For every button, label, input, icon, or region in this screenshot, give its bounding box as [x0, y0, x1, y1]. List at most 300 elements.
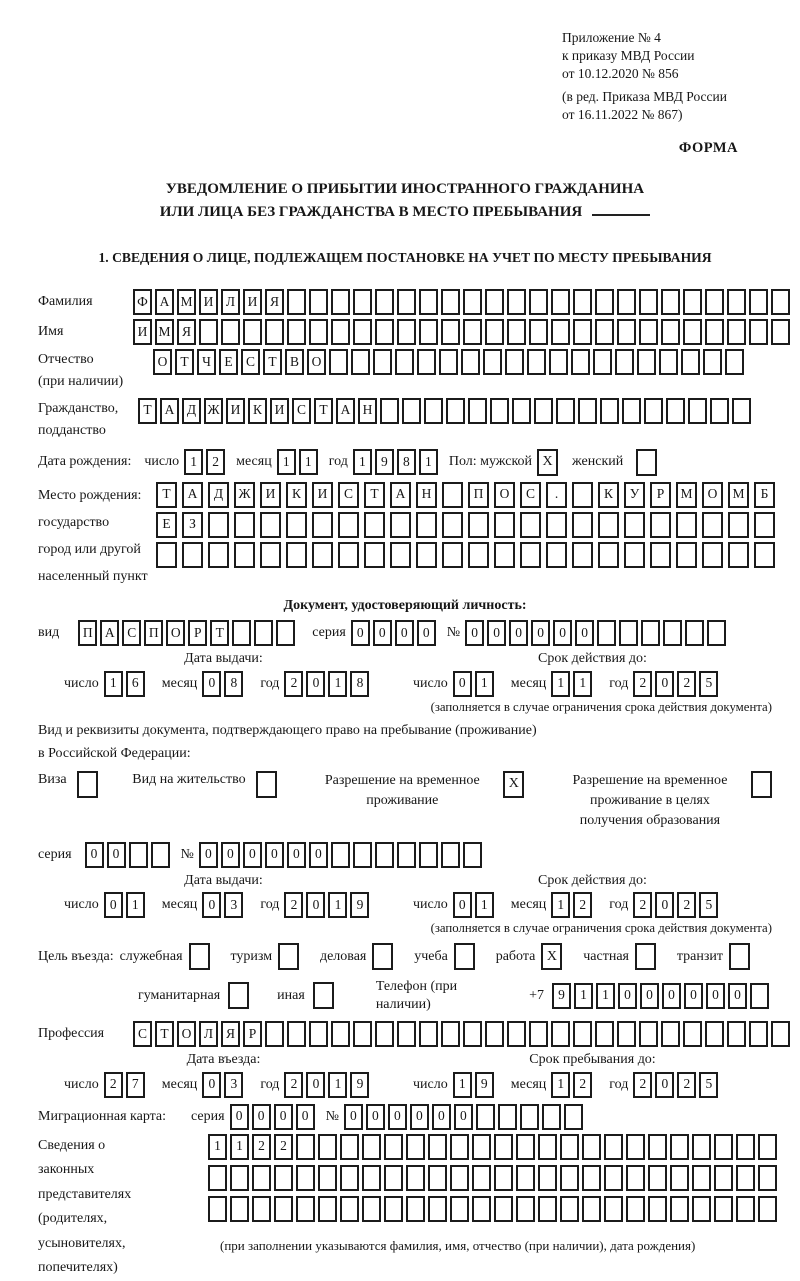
char-box[interactable]	[428, 1196, 447, 1222]
char-box[interactable]: Я	[177, 319, 196, 345]
char-box[interactable]	[556, 398, 575, 424]
purpose-work-checkbox[interactable]: X	[541, 943, 562, 970]
stay-until-day-boxes[interactable]	[453, 1072, 497, 1098]
char-box[interactable]: 0	[373, 620, 392, 646]
char-box[interactable]: 0	[85, 842, 104, 868]
char-box[interactable]	[254, 620, 273, 646]
char-box[interactable]	[428, 1165, 447, 1191]
char-box[interactable]	[572, 542, 593, 568]
char-box[interactable]	[582, 1134, 601, 1160]
char-box[interactable]: 8	[224, 671, 243, 697]
char-box[interactable]: 3	[224, 1072, 243, 1098]
char-box[interactable]	[529, 1021, 548, 1047]
char-box[interactable]	[230, 1196, 249, 1222]
char-box[interactable]: Ж	[204, 398, 223, 424]
char-box[interactable]	[597, 620, 616, 646]
char-box[interactable]	[771, 289, 790, 315]
char-box[interactable]	[230, 1165, 249, 1191]
identity-doc-kind-boxes[interactable]	[78, 620, 298, 646]
char-box[interactable]	[234, 542, 255, 568]
purpose-private-checkbox[interactable]	[635, 943, 656, 970]
char-box[interactable]	[754, 542, 775, 568]
char-box[interactable]: 0	[344, 1104, 363, 1130]
surname-boxes[interactable]	[133, 289, 793, 315]
char-box[interactable]: 9	[475, 1072, 494, 1098]
char-box[interactable]	[572, 482, 593, 508]
char-box[interactable]: 0	[306, 892, 325, 918]
char-box[interactable]: .	[546, 482, 567, 508]
char-box[interactable]: 0	[553, 620, 572, 646]
stay-doc-number-boxes[interactable]	[199, 842, 485, 868]
char-box[interactable]: 9	[375, 449, 394, 475]
char-box[interactable]	[573, 289, 592, 315]
char-box[interactable]	[416, 512, 437, 538]
char-box[interactable]	[483, 349, 502, 375]
char-box[interactable]: 2	[633, 671, 652, 697]
char-box[interactable]	[260, 512, 281, 538]
char-box[interactable]	[441, 1021, 460, 1047]
char-box[interactable]: Е	[156, 512, 177, 538]
char-box[interactable]	[648, 1165, 667, 1191]
char-box[interactable]: 7	[126, 1072, 145, 1098]
char-box[interactable]	[728, 542, 749, 568]
char-box[interactable]: 1	[104, 671, 123, 697]
char-box[interactable]: Ф	[133, 289, 152, 315]
char-box[interactable]: 0	[202, 892, 221, 918]
char-box[interactable]	[595, 319, 614, 345]
char-box[interactable]	[331, 1021, 350, 1047]
char-box[interactable]: П	[468, 482, 489, 508]
char-box[interactable]	[626, 1134, 645, 1160]
char-box[interactable]	[639, 319, 658, 345]
char-box[interactable]	[494, 1134, 513, 1160]
char-box[interactable]: П	[144, 620, 163, 646]
char-box[interactable]: Я	[265, 289, 284, 315]
char-box[interactable]	[516, 1196, 535, 1222]
char-box[interactable]	[232, 620, 251, 646]
identity-issue-month-boxes[interactable]	[202, 671, 246, 697]
char-box[interactable]: К	[598, 482, 619, 508]
char-box[interactable]	[685, 620, 704, 646]
char-box[interactable]: М	[155, 319, 174, 345]
char-box[interactable]	[274, 1165, 293, 1191]
char-box[interactable]	[441, 289, 460, 315]
char-box[interactable]	[463, 1021, 482, 1047]
char-box[interactable]	[402, 398, 421, 424]
char-box[interactable]	[749, 319, 768, 345]
char-box[interactable]	[351, 349, 370, 375]
char-box[interactable]	[736, 1165, 755, 1191]
char-box[interactable]	[318, 1196, 337, 1222]
stay-until-month-boxes[interactable]	[551, 1072, 595, 1098]
char-box[interactable]	[626, 1165, 645, 1191]
char-box[interactable]: С	[520, 482, 541, 508]
char-box[interactable]: 0	[252, 1104, 271, 1130]
char-box[interactable]	[287, 1021, 306, 1047]
char-box[interactable]: 0	[417, 620, 436, 646]
char-box[interactable]	[494, 512, 515, 538]
char-box[interactable]	[296, 1134, 315, 1160]
char-box[interactable]: Т	[314, 398, 333, 424]
char-box[interactable]: 2	[284, 671, 303, 697]
char-box[interactable]: А	[390, 482, 411, 508]
char-box[interactable]	[714, 1134, 733, 1160]
char-box[interactable]	[641, 620, 660, 646]
representatives-boxes-row1[interactable]	[208, 1134, 780, 1160]
char-box[interactable]	[549, 349, 568, 375]
char-box[interactable]	[639, 1021, 658, 1047]
char-box[interactable]: И	[243, 289, 262, 315]
birth-place-boxes-row1[interactable]	[156, 482, 780, 508]
char-box[interactable]	[338, 512, 359, 538]
char-box[interactable]: 0	[351, 620, 370, 646]
char-box[interactable]: М	[728, 482, 749, 508]
char-box[interactable]	[520, 1104, 539, 1130]
char-box[interactable]: 0	[706, 983, 725, 1009]
char-box[interactable]: Р	[243, 1021, 262, 1047]
char-box[interactable]: 0	[453, 892, 472, 918]
char-box[interactable]: 0	[395, 620, 414, 646]
char-box[interactable]: Ж	[234, 482, 255, 508]
char-box[interactable]	[476, 1104, 495, 1130]
char-box[interactable]	[417, 349, 436, 375]
char-box[interactable]: 0	[662, 983, 681, 1009]
char-box[interactable]	[670, 1134, 689, 1160]
char-box[interactable]: 0	[432, 1104, 451, 1130]
char-box[interactable]	[208, 1165, 227, 1191]
char-box[interactable]: Т	[364, 482, 385, 508]
char-box[interactable]: 0	[575, 620, 594, 646]
char-box[interactable]	[406, 1196, 425, 1222]
char-box[interactable]	[617, 289, 636, 315]
char-box[interactable]	[428, 1134, 447, 1160]
char-box[interactable]: 2	[274, 1134, 293, 1160]
char-box[interactable]	[485, 319, 504, 345]
char-box[interactable]	[362, 1165, 381, 1191]
birth-place-boxes-row2[interactable]	[156, 512, 780, 538]
char-box[interactable]: 9	[350, 892, 369, 918]
char-box[interactable]	[362, 1196, 381, 1222]
char-box[interactable]: Д	[182, 398, 201, 424]
char-box[interactable]: 0	[531, 620, 550, 646]
char-box[interactable]: С	[241, 349, 260, 375]
char-box[interactable]	[573, 319, 592, 345]
char-box[interactable]	[683, 319, 702, 345]
migration-number-boxes[interactable]	[344, 1104, 586, 1130]
char-box[interactable]: 1	[230, 1134, 249, 1160]
char-box[interactable]: И	[312, 482, 333, 508]
char-box[interactable]	[676, 542, 697, 568]
char-box[interactable]	[650, 512, 671, 538]
char-box[interactable]	[619, 620, 638, 646]
char-box[interactable]	[419, 319, 438, 345]
char-box[interactable]	[750, 983, 769, 1009]
char-box[interactable]	[754, 512, 775, 538]
char-box[interactable]	[375, 842, 394, 868]
char-box[interactable]	[582, 1165, 601, 1191]
char-box[interactable]	[494, 542, 515, 568]
char-box[interactable]	[648, 1196, 667, 1222]
char-box[interactable]	[265, 1021, 284, 1047]
char-box[interactable]	[703, 349, 722, 375]
given-name-boxes[interactable]	[133, 319, 793, 345]
birth-month-boxes[interactable]	[277, 449, 321, 475]
representatives-boxes-row2[interactable]	[208, 1165, 780, 1191]
char-box[interactable]: И	[226, 398, 245, 424]
char-box[interactable]	[661, 319, 680, 345]
char-box[interactable]	[538, 1196, 557, 1222]
char-box[interactable]: И	[199, 289, 218, 315]
char-box[interactable]: 1	[573, 671, 592, 697]
char-box[interactable]: 0	[366, 1104, 385, 1130]
char-box[interactable]: 0	[618, 983, 637, 1009]
char-box[interactable]	[331, 289, 350, 315]
char-box[interactable]	[406, 1165, 425, 1191]
char-box[interactable]	[375, 1021, 394, 1047]
char-box[interactable]	[639, 289, 658, 315]
representatives-boxes-row3[interactable]	[208, 1196, 780, 1222]
char-box[interactable]: 1	[475, 892, 494, 918]
char-box[interactable]: 1	[453, 1072, 472, 1098]
char-box[interactable]	[507, 289, 526, 315]
char-box[interactable]	[595, 289, 614, 315]
purpose-official-checkbox[interactable]	[189, 943, 210, 970]
char-box[interactable]	[595, 1021, 614, 1047]
char-box[interactable]: Л	[199, 1021, 218, 1047]
char-box[interactable]: К	[248, 398, 267, 424]
char-box[interactable]	[199, 319, 218, 345]
gender-female-checkbox[interactable]	[636, 449, 657, 476]
char-box[interactable]: Т	[210, 620, 229, 646]
char-box[interactable]	[287, 319, 306, 345]
char-box[interactable]: А	[100, 620, 119, 646]
char-box[interactable]	[340, 1134, 359, 1160]
char-box[interactable]: 1	[328, 671, 347, 697]
char-box[interactable]: 0	[296, 1104, 315, 1130]
char-box[interactable]: 0	[243, 842, 262, 868]
char-box[interactable]: 0	[487, 620, 506, 646]
char-box[interactable]	[534, 398, 553, 424]
char-box[interactable]: О	[702, 482, 723, 508]
temp-residence-edu-checkbox[interactable]	[751, 771, 772, 798]
char-box[interactable]: 2	[633, 1072, 652, 1098]
char-box[interactable]	[260, 542, 281, 568]
char-box[interactable]	[736, 1196, 755, 1222]
char-box[interactable]	[234, 512, 255, 538]
char-box[interactable]: 1	[551, 892, 570, 918]
char-box[interactable]	[274, 1196, 293, 1222]
char-box[interactable]	[287, 289, 306, 315]
char-box[interactable]	[329, 349, 348, 375]
char-box[interactable]	[758, 1134, 777, 1160]
char-box[interactable]	[688, 398, 707, 424]
char-box[interactable]	[182, 542, 203, 568]
char-box[interactable]	[551, 289, 570, 315]
stay-until-year-boxes[interactable]	[633, 1072, 721, 1098]
identity-valid-month-boxes[interactable]	[551, 671, 595, 697]
char-box[interactable]	[560, 1165, 579, 1191]
char-box[interactable]	[353, 319, 372, 345]
identity-issue-day-boxes[interactable]	[104, 671, 148, 697]
char-box[interactable]	[276, 620, 295, 646]
stay-doc-issue-day-boxes[interactable]	[104, 892, 148, 918]
char-box[interactable]	[450, 1165, 469, 1191]
char-box[interactable]: Б	[754, 482, 775, 508]
char-box[interactable]	[507, 1021, 526, 1047]
char-box[interactable]	[617, 1021, 636, 1047]
char-box[interactable]	[749, 1021, 768, 1047]
char-box[interactable]	[390, 542, 411, 568]
stay-doc-series-boxes[interactable]	[85, 842, 173, 868]
char-box[interactable]	[560, 1196, 579, 1222]
char-box[interactable]: 0	[388, 1104, 407, 1130]
char-box[interactable]: 2	[677, 892, 696, 918]
char-box[interactable]	[560, 1134, 579, 1160]
char-box[interactable]	[661, 289, 680, 315]
char-box[interactable]: З	[182, 512, 203, 538]
char-box[interactable]	[419, 1021, 438, 1047]
char-box[interactable]: 1	[184, 449, 203, 475]
char-box[interactable]: 1	[328, 892, 347, 918]
char-box[interactable]	[542, 1104, 561, 1130]
char-box[interactable]: 0	[655, 671, 674, 697]
char-box[interactable]: 0	[640, 983, 659, 1009]
identity-issue-year-boxes[interactable]	[284, 671, 372, 697]
char-box[interactable]: 0	[274, 1104, 293, 1130]
char-box[interactable]	[208, 512, 229, 538]
char-box[interactable]	[318, 1165, 337, 1191]
char-box[interactable]	[340, 1196, 359, 1222]
char-box[interactable]	[318, 1134, 337, 1160]
char-box[interactable]: С	[338, 482, 359, 508]
char-box[interactable]	[604, 1134, 623, 1160]
char-box[interactable]	[604, 1196, 623, 1222]
char-box[interactable]	[571, 349, 590, 375]
char-box[interactable]: 0	[684, 983, 703, 1009]
char-box[interactable]	[681, 349, 700, 375]
char-box[interactable]	[758, 1165, 777, 1191]
char-box[interactable]	[705, 1021, 724, 1047]
char-box[interactable]	[424, 398, 443, 424]
char-box[interactable]	[771, 1021, 790, 1047]
char-box[interactable]: 1	[551, 671, 570, 697]
char-box[interactable]	[442, 512, 463, 538]
char-box[interactable]	[468, 398, 487, 424]
visa-checkbox[interactable]	[77, 771, 98, 798]
char-box[interactable]	[670, 1196, 689, 1222]
char-box[interactable]	[692, 1196, 711, 1222]
char-box[interactable]	[485, 289, 504, 315]
stay-doc-valid-day-boxes[interactable]	[453, 892, 497, 918]
char-box[interactable]	[732, 398, 751, 424]
char-box[interactable]	[331, 842, 350, 868]
char-box[interactable]	[208, 542, 229, 568]
char-box[interactable]	[375, 319, 394, 345]
char-box[interactable]	[340, 1165, 359, 1191]
char-box[interactable]: Т	[138, 398, 157, 424]
char-box[interactable]	[463, 842, 482, 868]
purpose-transit-checkbox[interactable]	[729, 943, 750, 970]
char-box[interactable]: Ч	[197, 349, 216, 375]
char-box[interactable]	[296, 1196, 315, 1222]
char-box[interactable]: 5	[699, 892, 718, 918]
char-box[interactable]: 2	[284, 1072, 303, 1098]
char-box[interactable]	[364, 512, 385, 538]
char-box[interactable]	[397, 319, 416, 345]
char-box[interactable]	[450, 1134, 469, 1160]
char-box[interactable]	[265, 319, 284, 345]
char-box[interactable]	[353, 1021, 372, 1047]
char-box[interactable]	[727, 289, 746, 315]
char-box[interactable]: 0	[306, 671, 325, 697]
char-box[interactable]	[416, 542, 437, 568]
char-box[interactable]	[151, 842, 170, 868]
char-box[interactable]: 0	[454, 1104, 473, 1130]
char-box[interactable]: 0	[728, 983, 747, 1009]
char-box[interactable]	[353, 289, 372, 315]
char-box[interactable]: 2	[677, 671, 696, 697]
char-box[interactable]	[527, 349, 546, 375]
char-box[interactable]	[312, 542, 333, 568]
char-box[interactable]: 9	[350, 1072, 369, 1098]
char-box[interactable]	[578, 398, 597, 424]
char-box[interactable]	[593, 349, 612, 375]
char-box[interactable]	[661, 1021, 680, 1047]
char-box[interactable]: 0	[107, 842, 126, 868]
char-box[interactable]: 8	[350, 671, 369, 697]
char-box[interactable]: 0	[202, 671, 221, 697]
profession-boxes[interactable]	[133, 1021, 793, 1047]
char-box[interactable]	[529, 289, 548, 315]
char-box[interactable]: У	[624, 482, 645, 508]
char-box[interactable]: 1	[475, 671, 494, 697]
char-box[interactable]: 2	[252, 1134, 271, 1160]
char-box[interactable]	[749, 289, 768, 315]
identity-valid-year-boxes[interactable]	[633, 671, 721, 697]
identity-valid-day-boxes[interactable]	[453, 671, 497, 697]
char-box[interactable]	[676, 512, 697, 538]
char-box[interactable]: 5	[699, 1072, 718, 1098]
char-box[interactable]	[296, 1165, 315, 1191]
char-box[interactable]	[441, 842, 460, 868]
char-box[interactable]	[397, 842, 416, 868]
char-box[interactable]: М	[177, 289, 196, 315]
char-box[interactable]	[441, 319, 460, 345]
char-box[interactable]	[683, 1021, 702, 1047]
char-box[interactable]	[442, 542, 463, 568]
char-box[interactable]	[331, 319, 350, 345]
gender-male-checkbox[interactable]: X	[537, 449, 558, 476]
char-box[interactable]: С	[133, 1021, 152, 1047]
char-box[interactable]	[375, 289, 394, 315]
char-box[interactable]	[663, 620, 682, 646]
char-box[interactable]	[736, 1134, 755, 1160]
char-box[interactable]	[156, 542, 177, 568]
char-box[interactable]: С	[122, 620, 141, 646]
char-box[interactable]	[659, 349, 678, 375]
char-box[interactable]	[384, 1196, 403, 1222]
char-box[interactable]: 2	[573, 1072, 592, 1098]
char-box[interactable]: О	[153, 349, 172, 375]
char-box[interactable]	[221, 319, 240, 345]
char-box[interactable]	[406, 1134, 425, 1160]
char-box[interactable]: 0	[265, 842, 284, 868]
char-box[interactable]	[702, 542, 723, 568]
char-box[interactable]	[683, 289, 702, 315]
char-box[interactable]: 8	[397, 449, 416, 475]
char-box[interactable]	[442, 482, 463, 508]
char-box[interactable]	[384, 1134, 403, 1160]
